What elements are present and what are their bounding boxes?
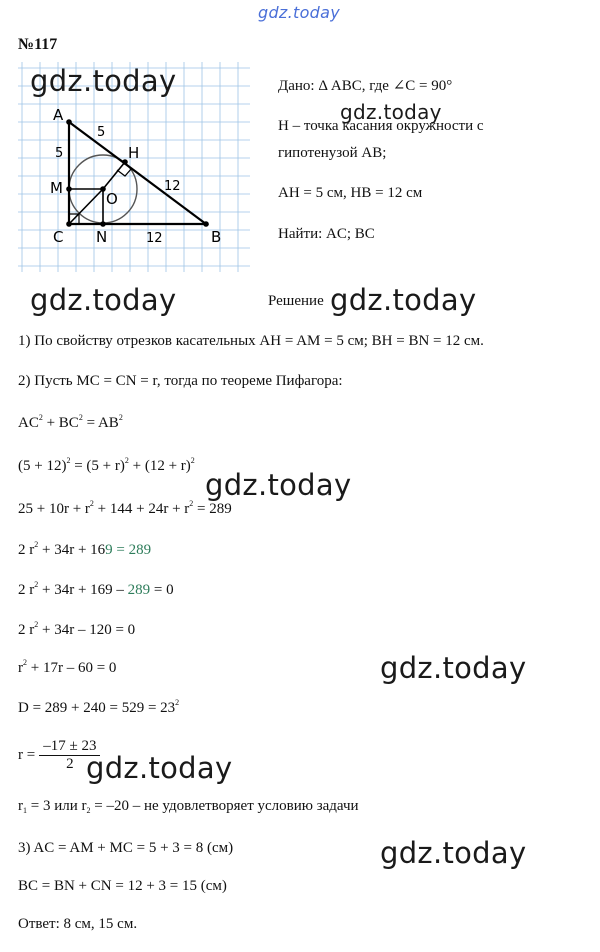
given-line-2b: гипотенузой AB; xyxy=(278,145,387,161)
step-2: 2) Пусть MC = CN = r, тогда по теореме Пифагора: xyxy=(18,373,343,389)
label-b: B xyxy=(211,228,222,246)
radius-oh xyxy=(103,162,125,189)
point-b xyxy=(203,221,209,227)
watermark: gdz.today xyxy=(380,651,527,685)
answer: Ответ: 8 см, 15 см. xyxy=(18,916,138,932)
equation-7: $r^2 + 17r - 60 = 0$ xyxy=(18,658,117,676)
point-o xyxy=(100,186,106,192)
given-line-2a: H – точка касания окружности с xyxy=(278,118,484,134)
problem-number: №117 xyxy=(18,36,58,53)
given-line-4: Найти: AC; BC xyxy=(278,226,375,242)
step-4: BC = BN + CN = 12 + 3 = 15 (см) xyxy=(18,878,227,894)
point-n xyxy=(100,221,106,227)
equation-5: 2 $r^2 + 34r + 169 - 289 = 0$ xyxy=(18,580,174,598)
watermark: gdz.today xyxy=(30,64,177,98)
equation-1: $AC^2 + BC^2 = AB^2$ xyxy=(18,413,123,431)
step-3: 3) AC = AM + MC = 5 + 3 = 8 (см) xyxy=(18,840,234,856)
point-c xyxy=(66,221,72,227)
label-h: H xyxy=(128,144,140,162)
equation-6: 2 $r^2 + 34r - 120 = 0$ xyxy=(18,620,136,638)
watermark: gdz.today xyxy=(380,836,527,870)
label-nb-length: 12 xyxy=(146,231,163,246)
watermark-top: gdz.today xyxy=(258,3,340,22)
label-a: A xyxy=(53,106,64,124)
label-am-length: 5 xyxy=(55,146,64,161)
solution-heading: Решение xyxy=(268,293,324,309)
label-hb-length: 12 xyxy=(164,179,181,194)
watermark: gdz.today xyxy=(30,283,177,317)
label-m: M xyxy=(50,179,63,197)
watermark: gdz.today xyxy=(340,100,442,124)
triangle-abc xyxy=(69,122,206,224)
equation-10: $r_1 = 3$ или $r_2 = -20$ – не удовлетворяет условию задачи xyxy=(18,798,359,815)
watermark: gdz.today xyxy=(330,283,477,317)
given-line-3: AH = 5 см, HB = 12 см xyxy=(278,185,423,201)
watermark: gdz.today xyxy=(205,468,352,502)
given-line-1: Дано: Δ ABC, где ∠C = 90° xyxy=(278,78,453,94)
label-o: O xyxy=(106,190,118,208)
equation-2: $(5 + 12)^2 = (5 + r)^2 + (12 + r)^2$ xyxy=(18,456,195,474)
point-a xyxy=(66,119,72,125)
equation-4: 2 $r^2 + 34r + 169 = 289$ xyxy=(18,540,152,558)
equation-9: r = $\frac{-17 \pm 23}{2}$ xyxy=(18,738,100,773)
label-n: N xyxy=(96,228,108,246)
equation-3: $25 + 10r + r^2 + 144 + 24r + r^2 = 289$ xyxy=(18,499,232,517)
equation-8: $D = 289 + 240 = 529 = 23^2$ xyxy=(18,698,180,716)
point-m xyxy=(66,186,72,192)
step-1: 1) По свойству отрезков касательных AH = AM = 5 см; BH = BN = 12 см. xyxy=(18,333,484,349)
point-h xyxy=(122,159,128,165)
label-ah-length: 5 xyxy=(97,125,106,140)
label-c: C xyxy=(53,228,64,246)
watermark: gdz.today xyxy=(86,751,233,785)
